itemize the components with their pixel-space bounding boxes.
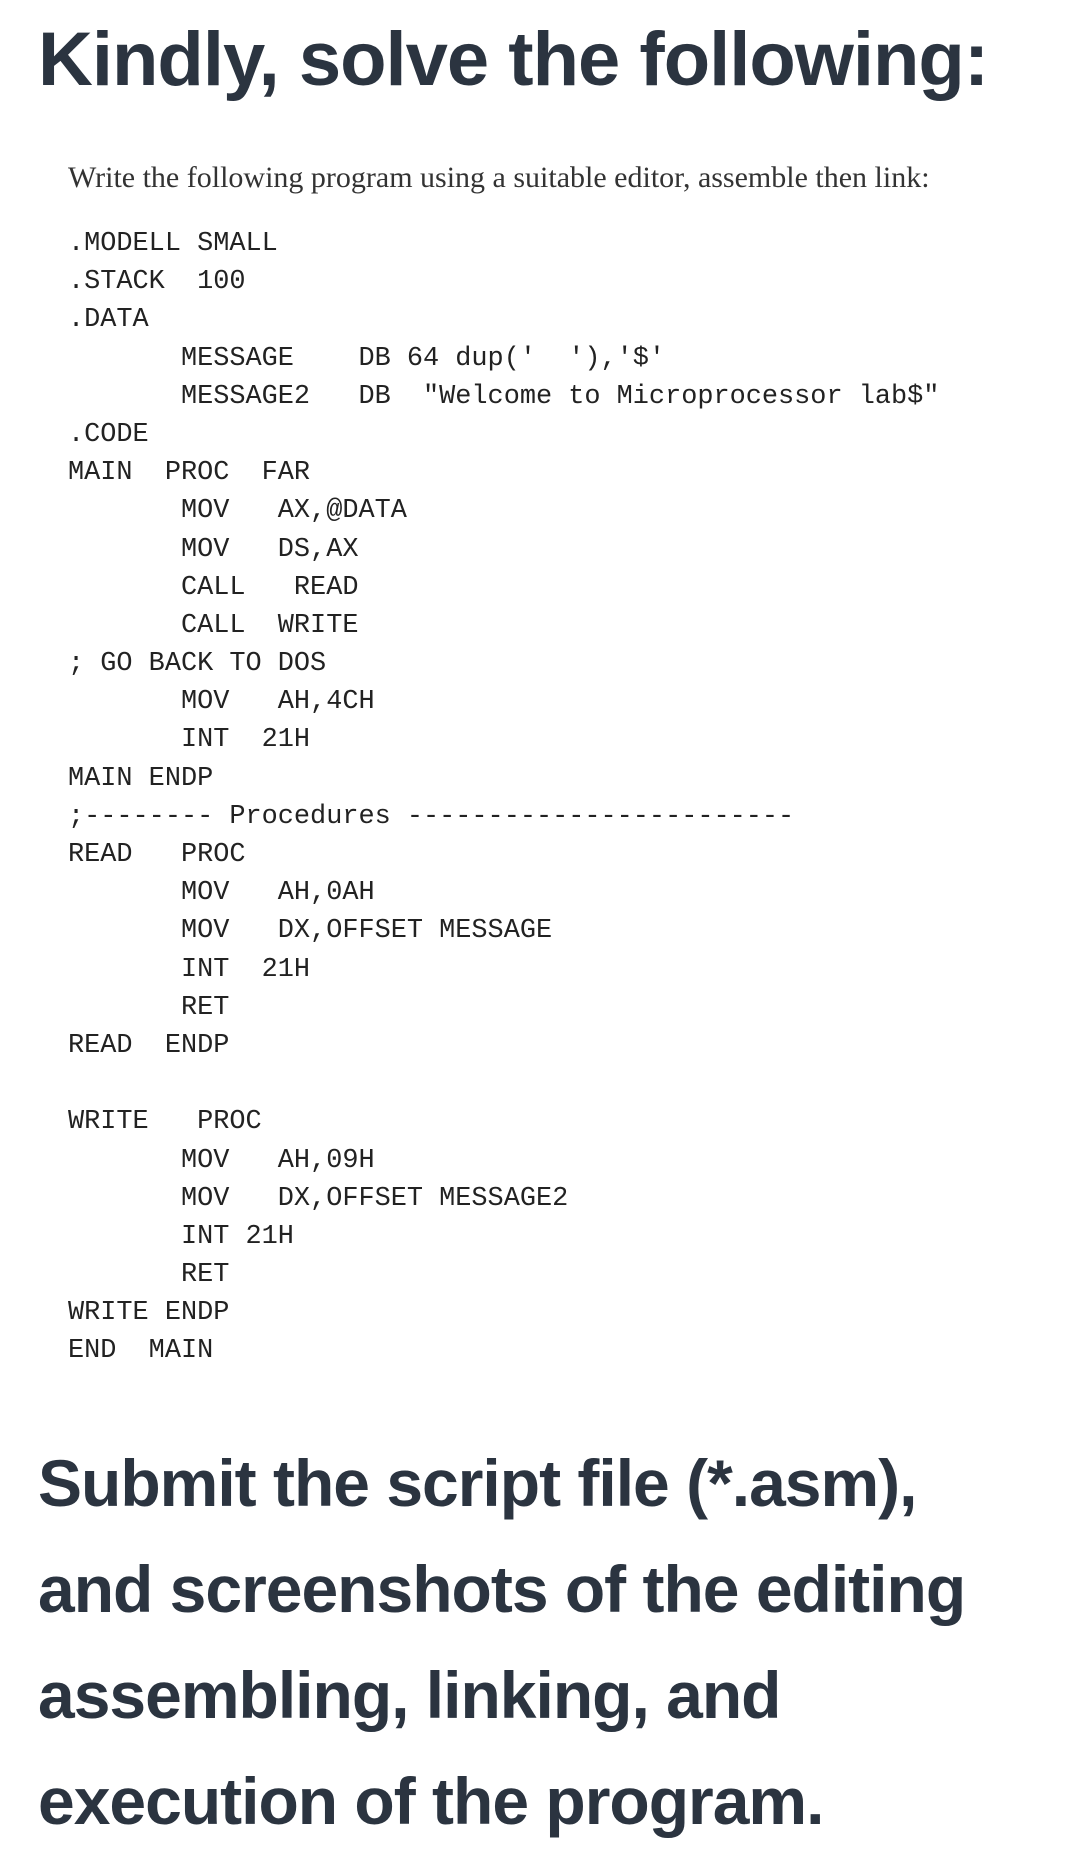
- code-line: END MAIN: [68, 1336, 214, 1367]
- page-heading: Kindly, solve the following:: [38, 17, 989, 102]
- code-line: MOV DS,AX: [68, 534, 359, 565]
- code-line: RET: [68, 992, 230, 1023]
- code-line: .MODELL SMALL: [68, 229, 278, 259]
- assembly-code-listing: [68, 225, 939, 1371]
- submission-instructions-line: assembling, linking, and: [38, 1658, 781, 1732]
- code-line: MOV AX,@DATA: [68, 496, 407, 527]
- code-line: CALL READ: [68, 572, 359, 603]
- code-line: WRITE PROC: [68, 1107, 262, 1138]
- submission-instructions-line: and screenshots of the editing: [38, 1552, 966, 1626]
- code-line: MOV DX,OFFSET MESSAGE2: [68, 1183, 569, 1214]
- code-line: MOV AH,4CH: [68, 687, 375, 718]
- problem-image: [0, 150, 1080, 1380]
- code-line: INT 21H: [68, 725, 311, 756]
- code-line: INT 21H: [68, 1221, 294, 1252]
- code-line: MESSAGE2 DB "Welcome to Microprocessor lab$": [68, 381, 940, 412]
- code-line: MOV DX,OFFSET MESSAGE: [68, 916, 553, 947]
- code-line: READ PROC: [68, 840, 246, 870]
- code-line: MOV AH,09H: [68, 1145, 375, 1176]
- code-line: MOV AH,0AH: [68, 878, 375, 909]
- code-line: [68, 1065, 939, 1103]
- code-line: MAIN PROC FAR: [68, 458, 311, 489]
- submission-instructions-line: Submit the script file (*.asm),: [38, 1446, 917, 1520]
- code-line: READ ENDP: [68, 1030, 230, 1061]
- code-line: .STACK 100: [68, 267, 246, 298]
- code-line: MAIN ENDP: [68, 763, 214, 794]
- code-line: WRITE ENDP: [68, 1298, 230, 1329]
- code-line: INT 21H: [68, 954, 311, 985]
- submission-instructions-line: execution of the program.: [38, 1764, 824, 1838]
- code-line: .CODE: [68, 419, 149, 450]
- code-line: ;-------- Procedures ------------------------: [68, 801, 795, 832]
- code-line: CALL WRITE: [68, 610, 359, 641]
- submission-instructions: [38, 1430, 1058, 1854]
- code-line: RET: [68, 1260, 230, 1291]
- code-line: MESSAGE DB 64 dup(' '),'$': [68, 343, 666, 374]
- code-line: .DATA: [68, 305, 149, 336]
- instruction-text: Write the following program using a suitable editor, assemble then link:: [68, 161, 930, 194]
- code-line: ; GO BACK TO DOS: [68, 649, 327, 680]
